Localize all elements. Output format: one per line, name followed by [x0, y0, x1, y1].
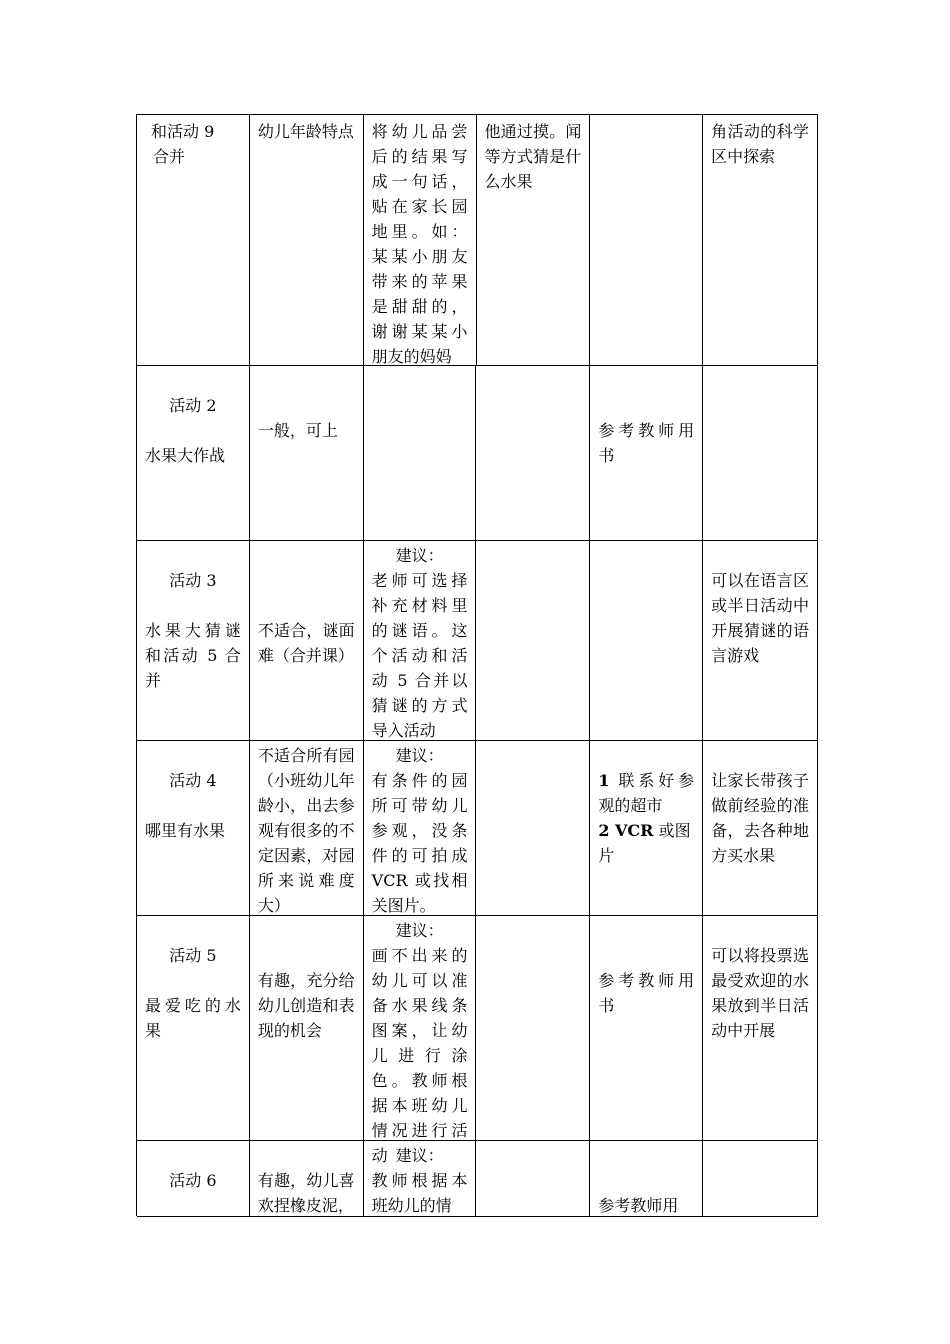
- extension-cell: [703, 1141, 818, 1217]
- activity-title: 水果大猜谜和活动 5 合并: [145, 621, 241, 690]
- table-row: [137, 1141, 818, 1217]
- table-row: [137, 366, 818, 541]
- resource-item-2: 2 VCR 或图片: [598, 821, 691, 865]
- activity-title: 哪里有水果: [145, 821, 226, 840]
- resource-cell: 参考教师用书: [590, 916, 703, 1141]
- table-row: [137, 916, 818, 1165]
- suggestion-heading: 建议：: [395, 1146, 444, 1165]
- activity-title: 合并: [153, 147, 186, 166]
- method-cell: [476, 916, 590, 1141]
- evaluation-cell: 一般，可上: [250, 366, 364, 541]
- activity-number: 活动 6: [169, 1171, 217, 1190]
- activity-name-cell: [137, 741, 250, 916]
- evaluation-cell: 不适合，谜面难（合并课）: [250, 541, 364, 741]
- activity-table: [136, 114, 818, 1216]
- activity-name-cell: [137, 541, 250, 741]
- evaluation-cell: 不适合所有园（小班幼儿年龄小，出去参观有很多的不定因素，对园所来说难度大）: [250, 741, 364, 916]
- suggestion-text: 画不出来的幼儿可以准备水果线条图案，让幼儿进行涂色。教师根据本班幼儿情况进行活动: [371, 946, 468, 1165]
- table-row: [137, 115, 818, 366]
- activity-name-cell: [137, 1141, 250, 1217]
- evaluation-cell: 有趣，充分给幼儿创造和表现的机会: [250, 916, 364, 1141]
- suggestion-text: 老师可选择补充材料里的谜语。这个活动和活动 5 合并以猜谜的方式导入活动: [371, 571, 468, 740]
- method-cell: [476, 541, 590, 741]
- extension-cell: 可以将投票选最受欢迎的水果放到半日活动中开展: [703, 916, 818, 1141]
- suggestion-heading: 建议：: [395, 546, 444, 565]
- extension-cell: 可以在语言区或半日活动中开展猜谜的语言游戏: [703, 541, 818, 741]
- method-cell: [476, 1141, 590, 1217]
- activity-name-cell: [137, 916, 250, 1141]
- resource-cell: 参考教师用: [590, 1141, 703, 1217]
- table-row: [137, 741, 818, 916]
- resource-cell: 参考教师用书: [590, 366, 703, 541]
- activity-number: 活动 3: [169, 571, 217, 590]
- suggestion-cell: 将幼儿品尝后的结果写成一句话，贴在家长园地里。如：某某小朋友带来的苹果是甜甜的，谢谢某某小朋友的妈妈: [364, 115, 477, 366]
- activity-name-cell: [137, 115, 250, 366]
- evaluation-cell: 幼儿年龄特点: [250, 115, 364, 366]
- method-cell: 他通过摸。闻等方式猜是什么水果: [477, 115, 591, 366]
- resource-cell: [590, 741, 703, 916]
- suggestion-cell: [364, 1141, 477, 1217]
- resource-item-1: 1 联系好参观的超市: [598, 771, 695, 815]
- method-cell: [476, 366, 590, 541]
- suggestion-text: 教师根据本班幼儿的情: [371, 1171, 468, 1215]
- activity-name-cell: [137, 366, 250, 541]
- suggestion-cell: [364, 916, 477, 1165]
- suggestion-cell: [364, 366, 477, 541]
- activity-number: 活动 2: [169, 396, 217, 415]
- activity-number: 活动 5: [169, 946, 217, 965]
- suggestion-text: 有条件的园所可带幼儿参观，没条件的可拍成 VCR 或找相关图片。: [371, 771, 468, 915]
- suggestion-cell: [364, 541, 477, 741]
- activity-number: 活动 4: [169, 771, 217, 790]
- suggestion-heading: 建议：: [395, 746, 444, 765]
- suggestion-cell: [364, 741, 477, 916]
- evaluation-cell: 有趣，幼儿喜欢捏橡皮泥，: [250, 1141, 364, 1217]
- activity-number: 和活动 9: [151, 122, 215, 141]
- extension-cell: 角活动的科学区中探索: [703, 115, 818, 366]
- extension-cell: [703, 366, 818, 541]
- suggestion-heading: 建议：: [395, 921, 444, 940]
- extension-cell: 让家长带孩子做前经验的准备，去各种地方买水果: [703, 741, 818, 916]
- method-cell: [476, 741, 590, 916]
- activity-title: 水果大作战: [145, 446, 226, 465]
- activity-title: 最爱吃的水果: [145, 996, 241, 1040]
- table-row: [137, 541, 818, 741]
- resource-cell: [590, 115, 703, 366]
- resource-cell: [590, 541, 703, 741]
